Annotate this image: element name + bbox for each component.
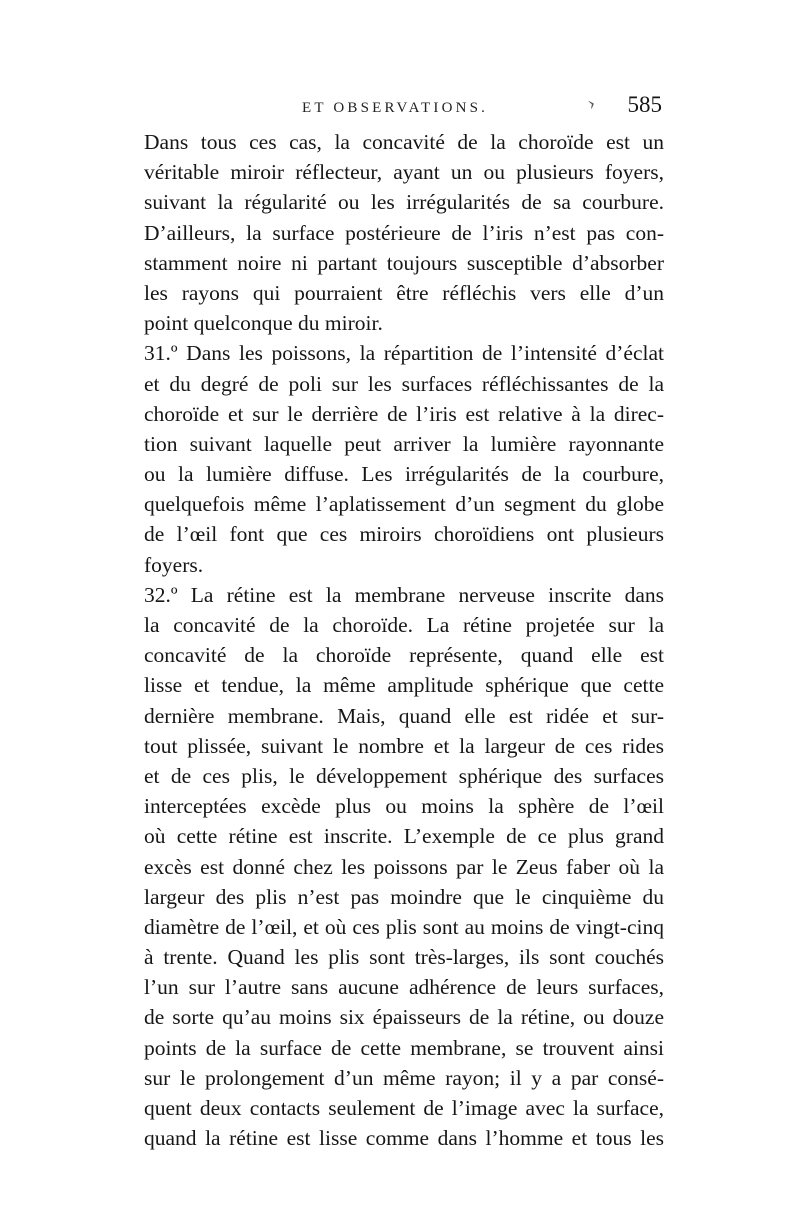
text-line: de sorte qu’au moins six épaisseurs de la rétine, ou douze [144, 1005, 664, 1030]
text-line: D’ailleurs, la surface postérieure de l’iris n’est pas con- [144, 220, 664, 245]
text-line: tion suivant laquelle peut arriver la lumière rayonnante [144, 431, 664, 456]
printer-mark: › [584, 91, 599, 115]
text-line: stamment noire ni partant toujours susceptible d’absorber [144, 250, 664, 275]
text-line: quand la rétine est lisse comme dans l’homme et tous les [144, 1126, 664, 1151]
text-line: quent deux contacts seulement de l’image avec la surface, [144, 1096, 664, 1120]
text-line: la concavité de la choroïde. La rétine projetée sur la [144, 613, 664, 637]
text-line: ou la lumière diffuse. Les irrégularités de la courbure, [144, 462, 664, 487]
text-line: véritable miroir réflecteur, ayant un ou plusieurs foyers, [144, 160, 664, 185]
text-line: largeur des plis n’est pas moindre que le cinquième du [144, 884, 664, 909]
text-line: concavité de la choroïde représente, quand elle est [144, 643, 664, 668]
text-line: les rayons qui pourraient être réfléchis vers elle d’un [144, 280, 664, 305]
text-line: où cette rétine est inscrite. L’exemple de ce plus grand [144, 824, 664, 849]
text-line: Dans tous ces cas, la concavité de la choroïde est un [144, 130, 664, 154]
text-line: 32.º La rétine est la membrane nerveuse inscrite dans [144, 582, 664, 607]
text-line: suivant la régularité ou les irrégularités de sa courbure. [144, 190, 664, 215]
text-line: foyers. [144, 552, 204, 577]
running-head: ET OBSERVATIONS. [302, 100, 489, 116]
text-line: diamètre de l’œil, et où ces plis sont au moins de vingt-cinq [144, 914, 664, 939]
text-line: et du degré de poli sur les surfaces réfléchissantes de la [144, 371, 664, 396]
text-line: choroïde et sur le derrière de l’iris est relative à la direc- [144, 401, 664, 426]
text-line: points de la surface de cette membrane, se trouvent ainsi [144, 1035, 664, 1060]
text-line: de l’œil font que ces miroirs choroïdiens ont plusieurs [144, 522, 664, 547]
text-line: tout plissée, suivant le nombre et la largeur de ces rides [144, 733, 664, 758]
text-line: lisse et tendue, la même amplitude sphérique que cette [144, 673, 664, 698]
text-line: interceptées excède plus ou moins la sphère de l’œil [144, 794, 664, 819]
body-text [144, 127, 664, 1153]
text-line: l’un sur l’autre sans aucune adhérence de leurs surfaces, [144, 975, 664, 1000]
text-line: 31.º Dans les poissons, la répartition de l’intensité d’éclat [144, 341, 664, 366]
text-line: excès est donné chez les poissons par le Zeus faber où la [144, 854, 664, 879]
text-line: à trente. Quand les plis sont très-larges, ils sont couchés [144, 945, 664, 970]
text-line: quelquefois même l’aplatissement d’un segment du globe [144, 492, 664, 517]
page-header [144, 92, 662, 126]
text-line: dernière membrane. Mais, quand elle est ridée et sur- [144, 703, 664, 728]
text-line: sur le prolongement d’un même rayon; il y a par consé- [144, 1065, 664, 1090]
text-line: et de ces plis, le développement sphérique des surfaces [144, 763, 664, 788]
page-number: 585 [627, 92, 662, 117]
text-line: point quelconque du miroir. [144, 311, 383, 336]
